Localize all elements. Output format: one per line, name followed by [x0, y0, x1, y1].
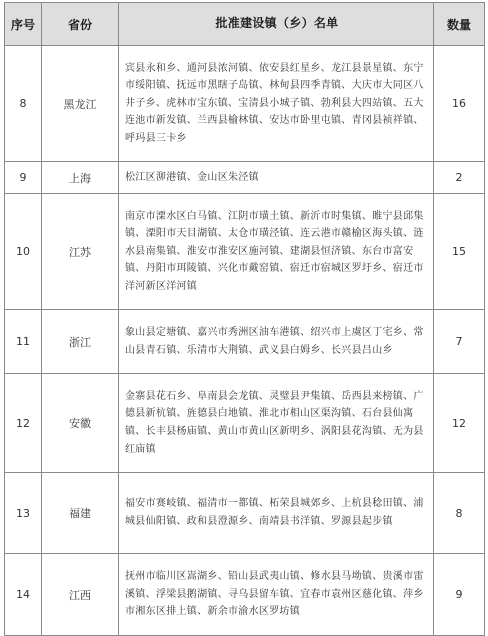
row-count: 12	[434, 374, 485, 473]
row-no: 9	[5, 162, 42, 194]
row-list: 福安市赛岐镇、福清市一都镇、柘荣县城郊乡、上杭县稔田镇、浦城县仙阳镇、政和县澄源乡、南靖县书洋镇、罗源县起步镇	[119, 473, 434, 554]
row-no: 10	[5, 194, 42, 310]
table-row	[5, 473, 485, 554]
row-province: 黑龙江	[42, 46, 119, 162]
table-row	[5, 554, 485, 636]
row-count: 16	[434, 46, 485, 162]
row-no: 13	[5, 473, 42, 554]
header-row	[5, 3, 485, 46]
row-count: 9	[434, 554, 485, 636]
row-no: 14	[5, 554, 42, 636]
table-row	[5, 374, 485, 473]
row-list: 宾县永和乡、通河县浓河镇、依安县红星乡、龙江县景星镇、东宁市绥阳镇、抚远市黑瞎子岛镇、林甸县四季青镇、大庆市大同区八井子乡、虎林市宝东镇、宝清县小城子镇、勃利县大四站镇、五大连池市新发镇、兰西县榆林镇、安达市卧里屯镇、青冈县祯祥镇、呼玛县三卡乡	[119, 46, 434, 162]
row-province: 江西	[42, 554, 119, 636]
row-count: 15	[434, 194, 485, 310]
table-row	[5, 194, 485, 310]
row-list: 金寨县花石乡、阜南县会龙镇、灵璧县尹集镇、岳西县来榜镇、广德县新杭镇、旌德县白地镇、淮北市相山区渠沟镇、石台县仙寓镇、长丰县杨庙镇、黄山市黄山区新明乡、涡阳县花沟镇、无为县红庙镇	[119, 374, 434, 473]
table-header	[5, 3, 485, 46]
table-body	[5, 46, 485, 636]
row-province: 福建	[42, 473, 119, 554]
header-count: 数量	[434, 3, 485, 46]
header-list: 批准建设镇（乡）名单	[119, 3, 434, 46]
row-no: 8	[5, 46, 42, 162]
header-province: 省份	[42, 3, 119, 46]
header-no: 序号	[5, 3, 42, 46]
row-count: 2	[434, 162, 485, 194]
row-list: 象山县定塘镇、嘉兴市秀洲区油车港镇、绍兴市上虞区丁宅乡、常山县青石镇、乐清市大荆镇、武义县白姆乡、长兴县吕山乡	[119, 310, 434, 374]
row-province: 安徽	[42, 374, 119, 473]
row-province: 浙江	[42, 310, 119, 374]
row-no: 12	[5, 374, 42, 473]
row-province: 上海	[42, 162, 119, 194]
row-list: 松江区泖港镇、金山区朱泾镇	[119, 162, 434, 194]
table-row	[5, 310, 485, 374]
row-province: 江苏	[42, 194, 119, 310]
row-list: 南京市溧水区白马镇、江阴市璜土镇、新沂市时集镇、睢宁县邱集镇、溧阳市天目湖镇、太仓市璜泾镇、连云港市赣榆区海头镇、涟水县南集镇、淮安市淮安区施河镇、建湖县恒济镇、东台市富安镇、丹阳市珥陵镇、兴化市戴窑镇、宿迁市宿城区罗圩乡、宿迁市洋河新区洋河镇	[119, 194, 434, 310]
table-row	[5, 162, 485, 194]
row-list: 抚州市临川区嵩湖乡、铅山县武夷山镇、修水县马坳镇、贵溪市雷溪镇、浮梁县鹅湖镇、寻乌县留车镇、宜春市袁州区慈化镇、萍乡市湘东区排上镇、新余市渝水区罗坊镇	[119, 554, 434, 636]
table-row	[5, 46, 485, 162]
approval-table	[4, 2, 485, 636]
row-count: 8	[434, 473, 485, 554]
row-count: 7	[434, 310, 485, 374]
row-no: 11	[5, 310, 42, 374]
